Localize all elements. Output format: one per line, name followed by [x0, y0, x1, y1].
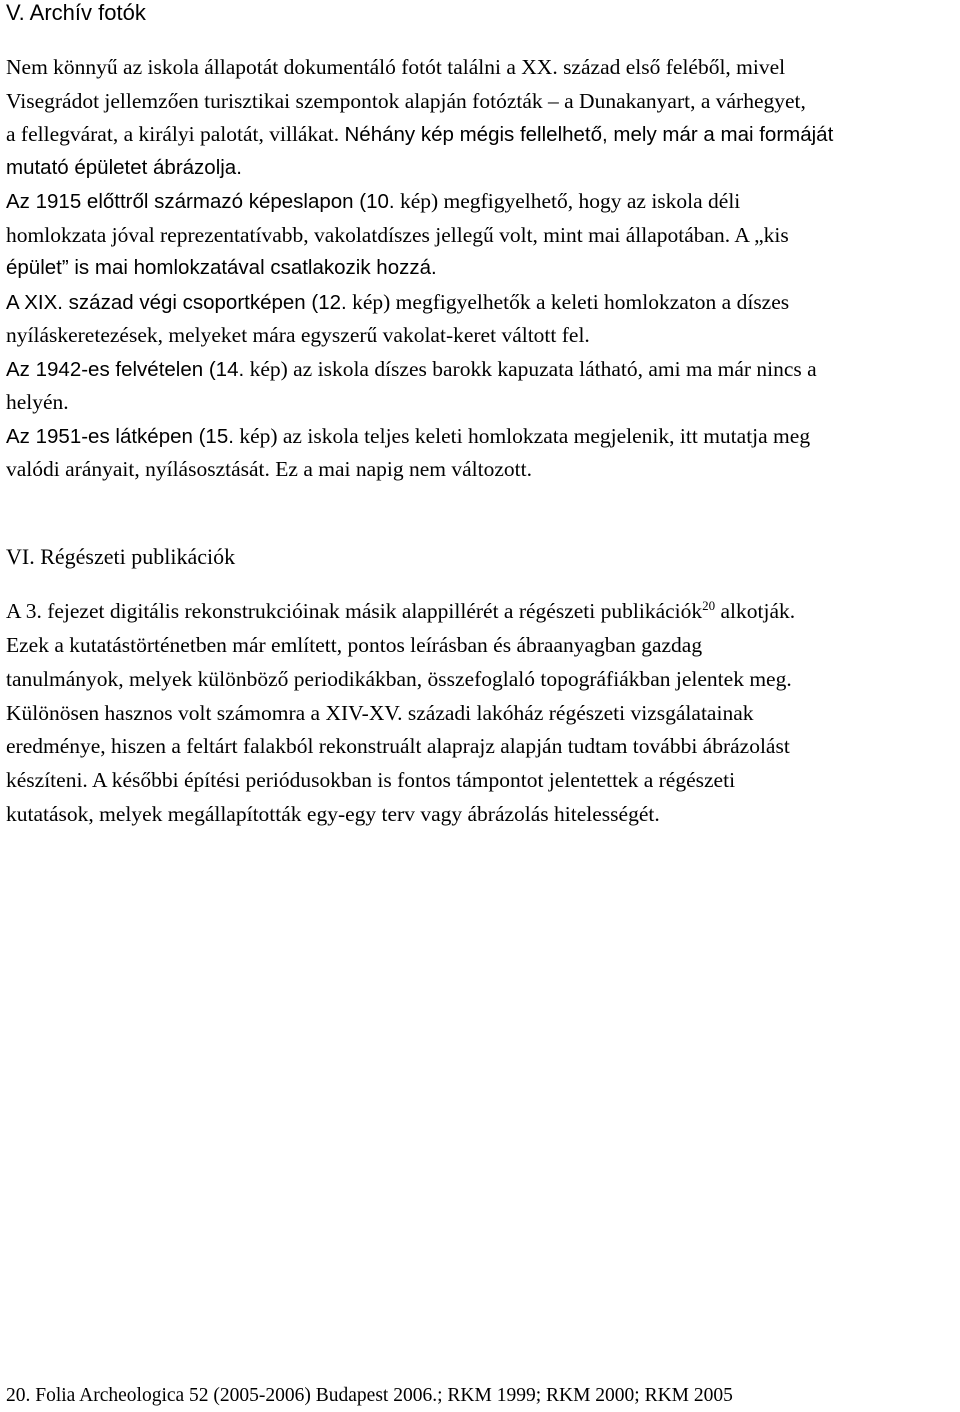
section-v-text-sans: Az 1942-es felvételen (14.: [6, 358, 245, 381]
section-v-text-serif: kép) megfigyelhetők a keleti homlokzaton a díszes: [352, 290, 790, 314]
section-v-text-serif: kép) az iskola teljes keleti homlokzata megjelenik, itt mutatja meg: [239, 424, 811, 448]
section-vi-line: [6, 598, 795, 624]
section-vi-line: tanulmányok, melyek különböző periodikákban, összefoglaló topográfiákban jelentek meg.: [6, 667, 792, 691]
section-v-line: nyíláskeretezések, melyeket mára egyszerű vakolat-keret váltott fel.: [6, 323, 590, 347]
section-v-line: helyén.: [6, 390, 69, 414]
section-v-text-serif: a fellegvárat, a királyi palotát, villákat.: [6, 122, 340, 146]
section-v-heading: V. Archív fotók: [6, 0, 146, 25]
section-v-text-sans: Az 1915 előttről származó képeslapon (10.: [6, 190, 395, 213]
section-v-line: Nem könnyű az iskola állapotát dokumentáló fotót találni a XX. század első feléből, mivel: [6, 55, 786, 79]
section-v-text-serif: kép) az iskola díszes barokk kapuzata látható, ami ma már nincs a: [249, 357, 817, 381]
section-vi-text: alkotják.: [715, 599, 796, 623]
section-vi-line: Különösen hasznos volt számomra a XIV-XV. századi lakóház régészeti vizsgálatainak: [6, 701, 754, 725]
section-v-text-sans: A XIX. század végi csoportképen (12.: [6, 291, 347, 314]
section-v-text-serif: kép) megfigyelhető, hogy az iskola déli: [399, 189, 741, 213]
section-vi-heading: VI. Régészeti publikációk: [6, 544, 236, 569]
footnote-text: 20. Folia Archeologica 52 (2005-2006) Budapest 2006.; RKM 1999; RKM 2000; RKM 2005: [6, 1385, 733, 1406]
section-vi-line: Ezek a kutatástörténetben már említett, pontos leírásban és ábraanyagban gazdag: [6, 633, 703, 657]
section-v-line: [6, 188, 740, 215]
section-vi-line: kutatások, melyek megállapították egy-egy terv vagy ábrázolás hitelességét.: [6, 802, 660, 826]
section-vi-line: készíteni. A későbbi építési periódusokban is fontos támpontot jelentettek a régészeti: [6, 768, 736, 792]
section-v-line: homlokzata jóval reprezentatívabb, vakolatdíszes jellegű volt, mint mai állapotában. A „kis: [6, 223, 789, 247]
section-v-line: épület” is mai homlokzatával csatlakozik hozzá.: [6, 256, 437, 279]
section-v-text-sans: Az 1951-es látképen (15.: [6, 425, 234, 448]
section-v-line: [6, 356, 817, 383]
section-v-line: mutató épületet ábrázolja.: [6, 156, 242, 179]
section-vi-line: eredménye, hiszen a feltárt falakból rekonstruált alaprajz alapján tudtam további ábrázolást: [6, 734, 790, 758]
section-v-line: valódi arányait, nyílásosztását. Ez a mai napig nem változott.: [6, 457, 532, 481]
section-v-text-sans: Néhány kép mégis fellelhető, mely már a mai formáját: [344, 123, 834, 146]
footnote-reference: 20: [702, 598, 716, 613]
section-vi-text: A 3. fejezet digitális rekonstrukcióinak másik alappillérét a régészeti publikációk: [6, 599, 703, 623]
section-v-line: [6, 121, 833, 148]
section-v-line: [6, 423, 810, 450]
section-v-line: [6, 289, 789, 316]
section-v-line: Visegrádot jellemzően turisztikai szempontok alapján fotózták – a Dunakanyart, a várhegyet,: [6, 89, 806, 113]
